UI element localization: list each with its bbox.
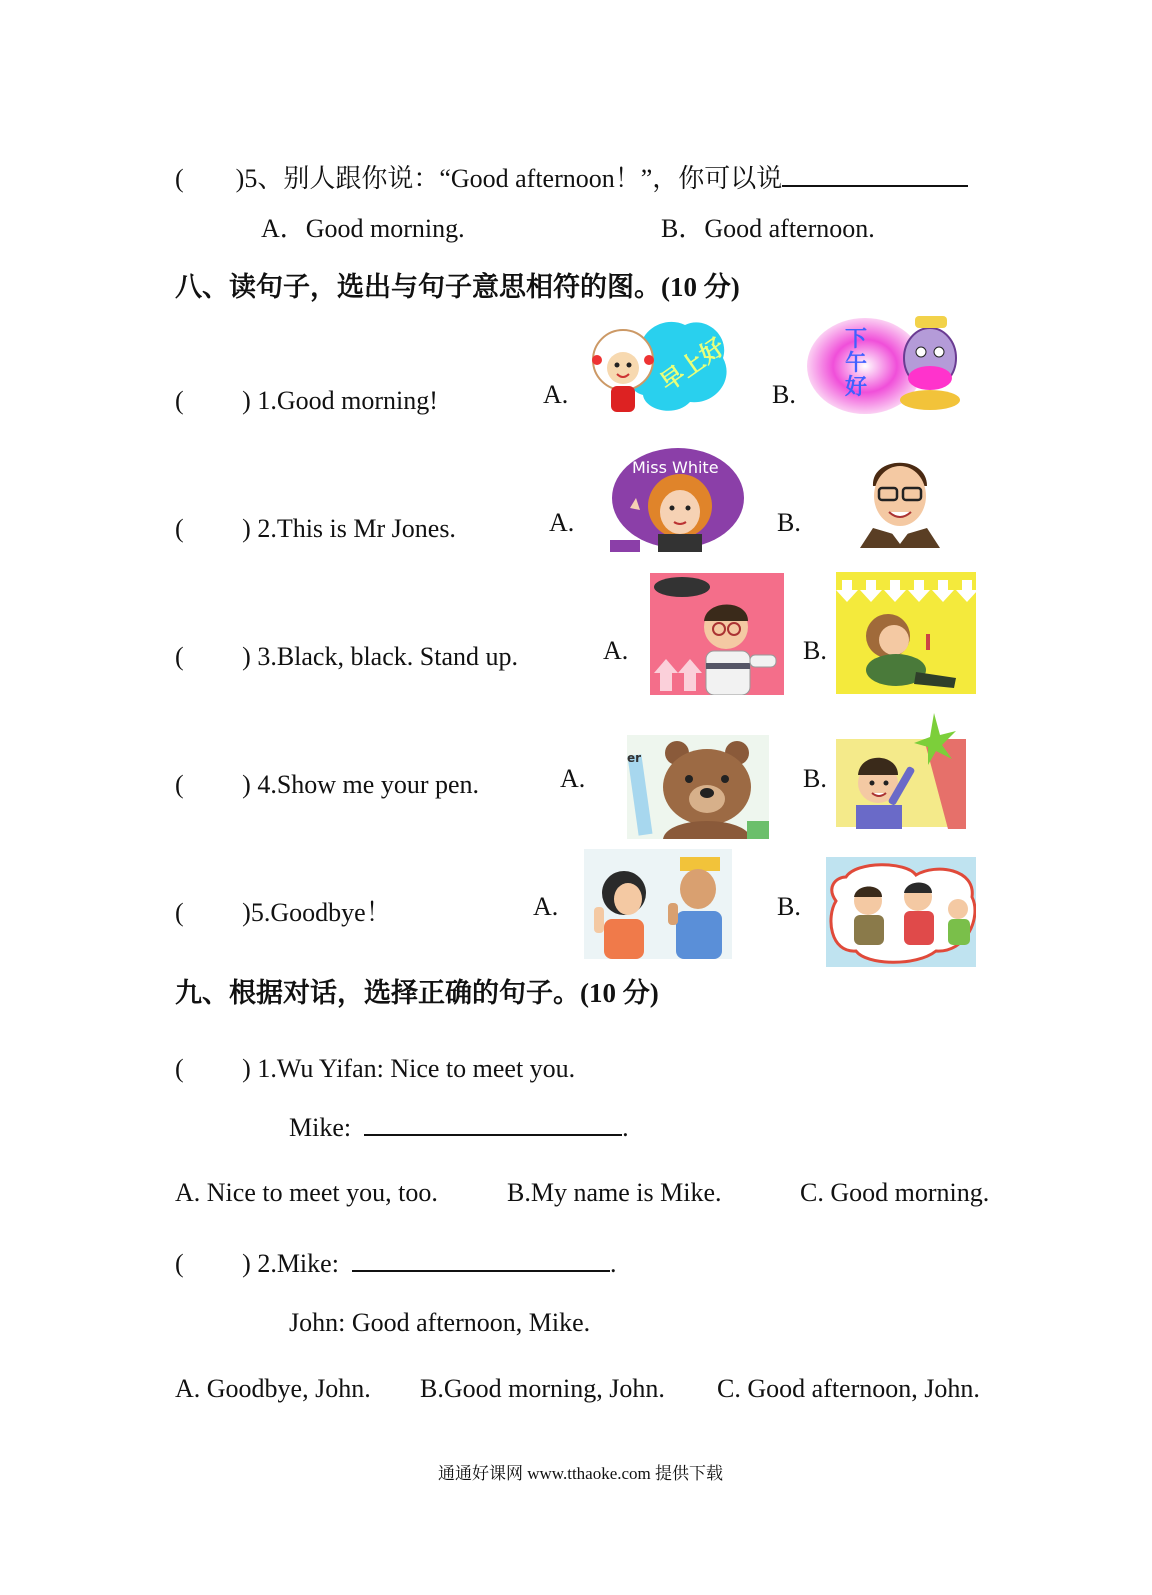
s9-q2-answer-blank[interactable] bbox=[352, 1270, 610, 1272]
miss-white-label: Miss White bbox=[632, 458, 719, 477]
s8-item-2-picture-a[interactable] bbox=[610, 448, 745, 552]
boy-pen-illustration bbox=[836, 713, 966, 829]
s9-q1-answer-blank[interactable] bbox=[364, 1134, 622, 1136]
section-9-heading: 九、根据对话，选择正确的句子。(10 分) bbox=[175, 978, 659, 1008]
s9-q2-line1: ( ) 2.Mike: . bbox=[175, 1249, 617, 1278]
s8-item-3-picture-a[interactable] bbox=[650, 573, 784, 695]
mr-jones-illustration bbox=[855, 448, 945, 548]
s9-q1-speaker: Mike: bbox=[289, 1113, 352, 1142]
s8-item-5-picture-a[interactable] bbox=[584, 849, 732, 959]
picture-a-caption: 早上好 bbox=[654, 332, 730, 397]
s8-item-5-stem: ( )5.Goodbye！ bbox=[175, 898, 392, 927]
q7-5-option-b[interactable]: B．Good afternoon. bbox=[661, 214, 875, 243]
s8-item-2-label-b: B. bbox=[777, 508, 801, 537]
afternoon-cloud-illustration bbox=[805, 308, 965, 418]
s8-item-3-picture-b[interactable] bbox=[836, 572, 976, 694]
s8-item-1-picture-a[interactable] bbox=[585, 310, 730, 420]
s9-q1-option-c[interactable]: C. Good morning. bbox=[800, 1178, 990, 1207]
goodbye-wave-illustration bbox=[584, 849, 732, 959]
s8-item-2-label-a: A. bbox=[549, 508, 575, 537]
s8-item-1-label-a: A. bbox=[543, 380, 569, 409]
s8-item-3-label-b: B. bbox=[803, 636, 827, 665]
answer-blank[interactable] bbox=[782, 185, 968, 187]
s8-item-4-picture-a[interactable] bbox=[627, 735, 769, 839]
s9-q2-option-b[interactable]: B.Good morning, John. bbox=[420, 1374, 665, 1403]
s8-item-5-picture-b[interactable] bbox=[826, 857, 976, 967]
s9-q1-option-b[interactable]: B.My name is Mike. bbox=[507, 1178, 722, 1207]
s9-q1-line1: ( ) 1.Wu Yifan: Nice to meet you. bbox=[175, 1054, 576, 1083]
s8-item-4-label-b: B. bbox=[803, 764, 827, 793]
s8-item-1-stem: ( ) 1.Good morning! bbox=[175, 386, 438, 415]
picture-b-caption: 下午好 bbox=[845, 327, 868, 400]
s8-item-1-label-b: B. bbox=[772, 380, 796, 409]
s8-item-4-label-a: A. bbox=[560, 764, 586, 793]
q7-5-text: ( )5、别人跟你说：“Good afternoon！”，你可以说 bbox=[175, 164, 783, 193]
s9-q1-line2: Mike: . bbox=[289, 1113, 629, 1142]
ruler-label: er bbox=[627, 751, 642, 765]
girl-sit-down-illustration bbox=[836, 572, 976, 694]
greeting-children-illustration bbox=[826, 857, 976, 967]
boy-stand-up-illustration bbox=[650, 573, 784, 695]
q7-5-stem bbox=[175, 158, 968, 195]
s9-q2-line2: John: Good afternoon, Mike. bbox=[289, 1308, 591, 1337]
s9-q2-speaker: ( ) 2.Mike: bbox=[175, 1249, 339, 1278]
s8-item-2-stem: ( ) 2.This is Mr Jones. bbox=[175, 514, 456, 543]
s9-q2-option-a[interactable]: A. Goodbye, John. bbox=[175, 1374, 371, 1403]
s8-item-4-stem: ( ) 4.Show me your pen. bbox=[175, 770, 480, 799]
section-8-heading: 八、读句子，选出与句子意思相符的图。(10 分) bbox=[175, 272, 740, 302]
s8-item-4-picture-b[interactable] bbox=[836, 713, 966, 829]
s8-item-3-label-a: A. bbox=[603, 636, 629, 665]
s8-item-5-label-a: A. bbox=[533, 892, 559, 921]
s9-q1-option-a[interactable]: A. Nice to meet you, too. bbox=[175, 1178, 438, 1207]
s9-q2-option-c[interactable]: C. Good afternoon, John. bbox=[717, 1374, 980, 1403]
s8-item-3-stem: ( ) 3.Black, black. Stand up. bbox=[175, 642, 518, 671]
s8-item-1-picture-b[interactable] bbox=[805, 308, 965, 418]
bear-ruler-illustration bbox=[627, 735, 769, 839]
q7-5-option-a[interactable]: A．Good morning. bbox=[261, 214, 465, 243]
s8-item-2-picture-b[interactable] bbox=[855, 448, 945, 548]
page-footer: 通通好课网 www.tthaoke.com 提供下载 bbox=[438, 1464, 724, 1483]
s8-item-5-label-b: B. bbox=[777, 892, 801, 921]
